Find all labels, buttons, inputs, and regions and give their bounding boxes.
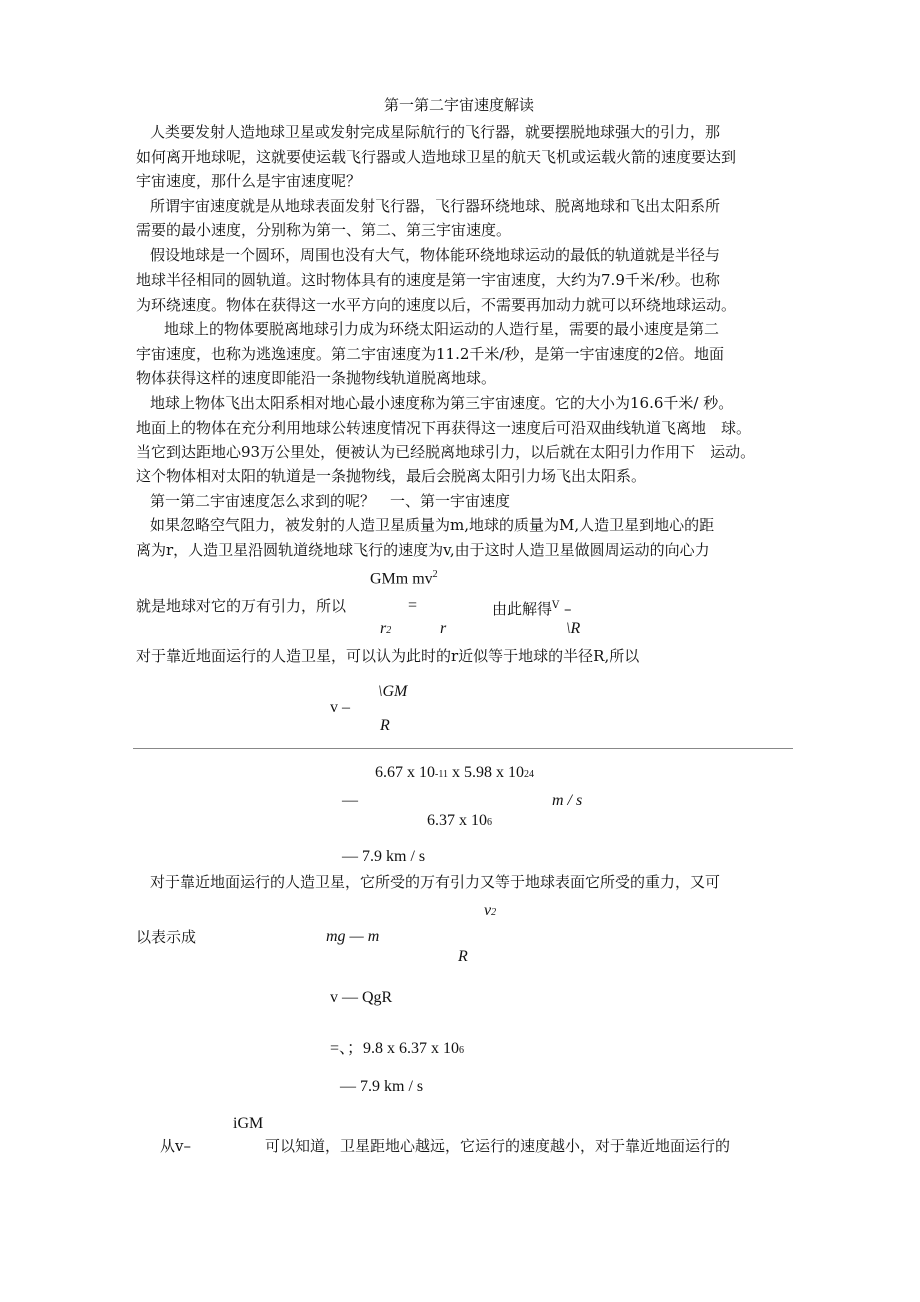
- eq1-den: [380, 620, 391, 640]
- text-line: 宇宙速度，也称为逃逸速度。第二宇宙速度为11.2千米/秒，是第一宇宙速度的2倍。地面: [136, 345, 724, 363]
- text-line: 离为r，人造卫星沿圆轨道绕地球飞行的速度为v,由于这时人造卫星做圆周运动的向心力: [136, 541, 710, 559]
- eq4-R: R: [458, 948, 468, 965]
- text-line: 所谓宇宙速度就是从地球表面发射飞行器，飞行器环绕地球、脱离地球和飞出太阳系所: [150, 197, 721, 215]
- eq1-root: \R: [566, 620, 581, 637]
- divider: [133, 748, 793, 749]
- text-line: 地球上的物体要脱离地球引力成为环绕太阳运动的人造行星，需要的最小速度是第二: [164, 320, 720, 338]
- text-line: 从v–: [160, 1137, 191, 1155]
- text-line: 需要的最小速度，分别称为第一、第二、第三宇宙速度。: [136, 221, 512, 239]
- eq-text: x 5.98 x 10: [447, 764, 524, 781]
- text-line: [492, 597, 572, 618]
- eq-exp: 6: [487, 817, 492, 828]
- text-line: 以表示成: [136, 928, 197, 946]
- text-line: 就是地球对它的万有引力，所以: [136, 597, 347, 615]
- text-line: 对于靠近地面运行的人造卫星，可以认为此时的r近似等于地球的半径R,所以: [136, 647, 640, 665]
- text-line: 如果忽略空气阻力，被发射的人造卫星质量为m,地球的质量为M,人造卫星到地心的距: [150, 516, 715, 534]
- text-line: 对于靠近地面运行的人造卫星，它所受的万有引力又等于地球表面它所受的重力，又可: [150, 873, 721, 891]
- eq-equals: =: [408, 597, 418, 614]
- text-line: 如何离开地球呢，这就要使运载飞行器或人造地球卫星的航天飞机或运载火箭的速度要达到: [136, 148, 737, 166]
- eq3-result: — 7.9 km / s: [342, 848, 426, 865]
- eq-text: 由此解得: [492, 600, 553, 618]
- text-line: 人类要发射人造地球卫星或发射完成星际航行的飞行器，就要摆脱地球强大的引力，那: [150, 123, 721, 141]
- eq-exp: 2: [491, 907, 497, 918]
- eq-text: =、；9.8 x 6.37 x 10: [330, 1040, 460, 1057]
- eq2-v: v –: [330, 699, 350, 716]
- eq-exp: -11: [435, 769, 448, 780]
- text-line: 可以知道，卫星距地心越远，它运行的速度越小，对于靠近地面运行的: [265, 1137, 731, 1155]
- text-line: 第一第二宇宙速度怎么求到的呢？ 一、第一宇宙速度: [150, 492, 511, 510]
- eq-sup: V: [552, 600, 560, 611]
- doc-title: 第一第二宇宙速度解读: [384, 96, 535, 114]
- eq4-line2: [330, 1040, 464, 1060]
- eq5-num: iGM: [233, 1115, 264, 1132]
- eq-sup: 2: [432, 569, 438, 580]
- eq3-den: [427, 812, 492, 832]
- eq4-line3: — 7.9 km / s: [340, 1078, 424, 1095]
- eq3-unit: m / s: [552, 792, 583, 809]
- eq-sub: 2: [386, 625, 392, 636]
- eq4-v2: [484, 902, 496, 922]
- text-line: 宇宙速度，那什么是宇宙速度呢？: [136, 172, 362, 190]
- text-line: 为环绕速度。物体在获得这一水平方向的速度以后，不需要再加动力就可以环绕地球运动。: [136, 296, 737, 314]
- eq-text: r: [380, 620, 387, 637]
- eq-text: v: [484, 902, 492, 919]
- eq-text: GMm mv: [370, 570, 433, 588]
- eq4-line1: v — QgR: [330, 989, 393, 1006]
- eq-text: 6.37 x 10: [427, 812, 487, 829]
- text-line: 物体获得这样的速度即能沿一条抛物线轨道脱离地球。: [136, 369, 497, 387]
- eq2-num: \GM: [378, 683, 408, 700]
- eq-exp: 24: [523, 769, 534, 780]
- eq-text: –: [564, 600, 572, 618]
- eq3-dash: —: [342, 792, 358, 809]
- eq3-num: [375, 764, 534, 784]
- eq1-den2: r: [440, 620, 447, 637]
- text-line: 当它到达距地心93万公里处，便被认为已经脱离地球引力，以后就在太阳引力作用下 运动。: [136, 443, 756, 461]
- eq-text: 6.67 x 10: [375, 764, 435, 781]
- eq4-mg: mg — m: [326, 928, 380, 945]
- eq2-den: R: [380, 717, 390, 734]
- text-line: 地球上物体飞出太阳系相对地心最小速度称为第三宇宙速度。它的大小为16.6千米/ 秒。: [150, 394, 734, 412]
- eq-exp: 6: [459, 1045, 465, 1056]
- eq1-numerator: [370, 566, 438, 588]
- text-line: 地球半径相同的圆轨道。这时物体具有的速度是第一宇宙速度，大约为7.9千米/秒。也称: [136, 271, 720, 289]
- text-line: 地面上的物体在充分利用地球公转速度情况下再获得这一速度后可沿双曲线轨道飞离地 球。: [136, 419, 752, 437]
- text-line: 假设地球是一个圆环，周围也没有大气，物体能环绕地球运动的最低的轨道就是半径与: [150, 246, 721, 264]
- text-line: 这个物体相对太阳的轨道是一条抛物线，最后会脱离太阳引力场飞出太阳系。: [136, 467, 647, 485]
